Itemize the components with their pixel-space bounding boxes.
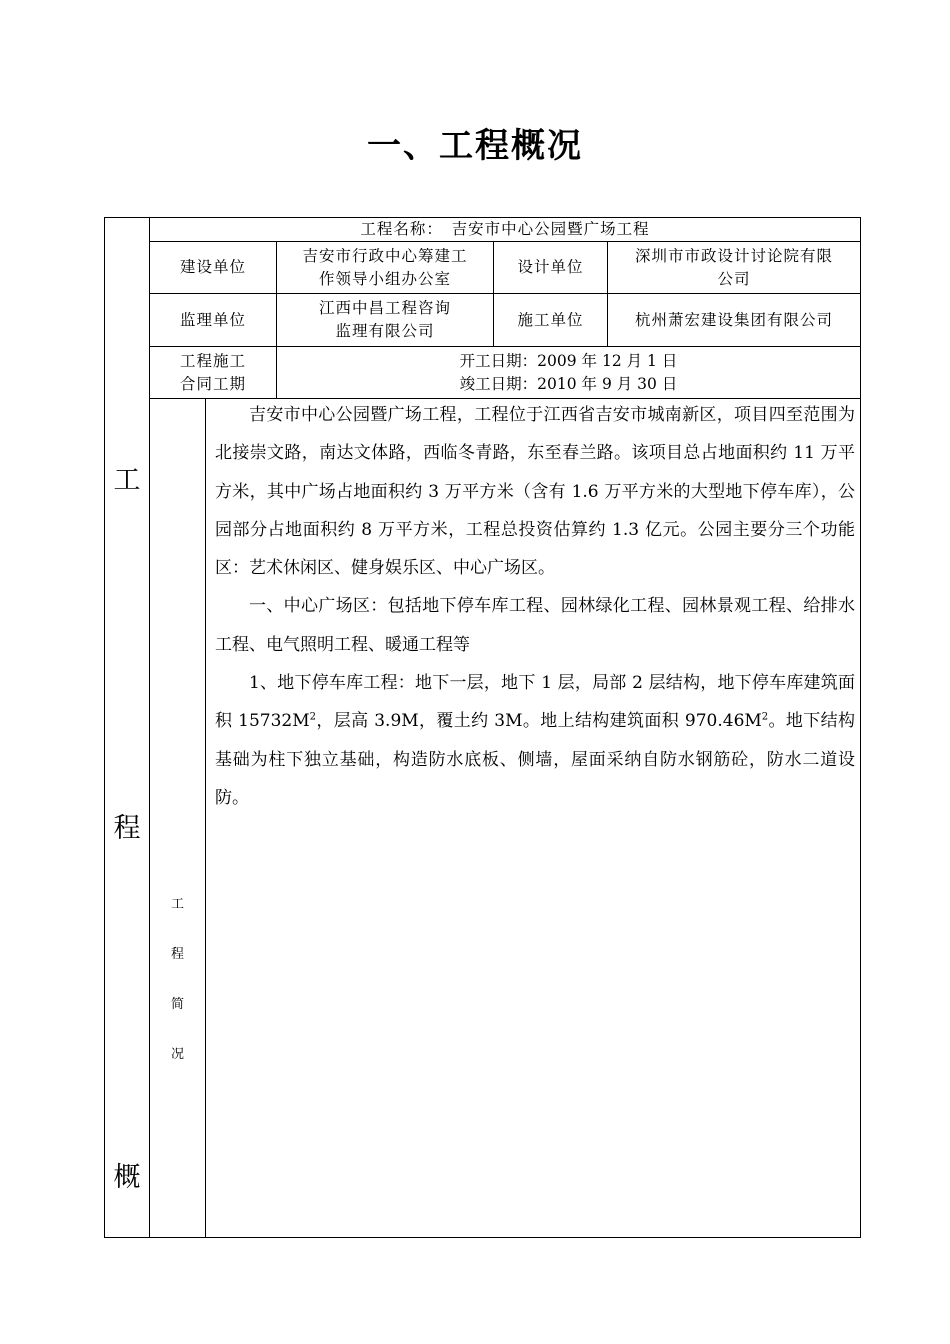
sub-char-4: 况 — [170, 1047, 184, 1062]
paragraph-3-part-a: 1、地下停车库工程：地下一层，地下 1 层，局部 2 层结构，地下停车库建筑面积 15732M — [215, 673, 855, 732]
project-name: 工程名称： 吉安市中心公园暨广场工程 — [360, 220, 650, 238]
side-char-2: 程 — [113, 813, 141, 844]
designer-label: 设计单位 — [517, 258, 584, 276]
designer-value-cell — [608, 242, 860, 293]
builder-value-line-2: 作领导小组办公室 — [318, 269, 451, 288]
builder-label-cell — [150, 242, 276, 293]
end-date: 竣工日期：2010 年 9 月 30 日 — [459, 374, 678, 393]
constructor-label: 施工单位 — [517, 310, 584, 329]
side-char-3: 概 — [113, 1162, 141, 1193]
overview-paragraph-2: 一、中心广场区：包括地下停车库工程、园林绿化工程、园林景观工程、给排水工程、电气照明工程、暖通工程等 — [215, 596, 855, 655]
supervisor-label-cell — [150, 294, 276, 346]
builder-value-cell — [277, 242, 493, 293]
sub-char-2: 程 — [170, 947, 184, 962]
sub-char-1: 工 — [170, 897, 184, 912]
builder-value-line-1: 吉安市行政中心筹建工 — [302, 246, 468, 265]
superscript-2: 2 — [761, 711, 769, 723]
period-label-cell — [150, 347, 276, 398]
period-label-line-2: 合同工期 — [179, 374, 246, 393]
supervisor-value-cell — [277, 294, 493, 346]
paragraph-3-part-b: ，层高 3.9M，覆土约 3M。地上结构建筑面积 970.46M — [316, 711, 762, 732]
project-overview-text — [215, 396, 855, 817]
designer-label-cell — [494, 242, 607, 293]
designer-value-line-2: 公司 — [717, 269, 751, 288]
supervisor-value-line-2: 监理有限公司 — [335, 322, 435, 340]
page-title: 一、工程概况 — [367, 126, 583, 166]
builder-label: 建设单位 — [179, 258, 246, 276]
start-date: 开工日期：2009 年 12 月 1 日 — [459, 351, 678, 370]
superscript-1: 2 — [309, 711, 316, 723]
constructor-label-cell — [494, 294, 607, 346]
sub-char-3: 简 — [170, 997, 184, 1012]
period-value-cell — [277, 347, 860, 398]
overview-paragraph-3 — [215, 664, 855, 817]
overview-paragraph-1: 吉安市中心公园暨广场工程，工程位于江西省吉安市城南新区，项目四至范围为北接崇文路，南达文体路，西临冬青路，东至春兰路。该项目总占地面积约 11 万平方米，其中广场占地面积约 3 万平方米（含有 1.6 万平方米的大型地下停车库），公园部分占地面积约 8 万平方米，工程总投资估算约 1.3 亿元。公园主要分三个功能区：艺术休闲区、健身娱乐区、中心广场区。 — [215, 405, 855, 579]
period-label-line-1: 工程施工 — [179, 351, 246, 370]
supervisor-label: 监理单位 — [179, 310, 246, 329]
constructor-value-cell — [608, 294, 860, 346]
supervisor-value-line-1: 江西中昌工程咨询 — [318, 299, 451, 317]
designer-value-line-1: 深圳市市政设计讨论院有限 — [634, 246, 833, 265]
constructor-value: 杭州萧宏建设集团有限公司 — [634, 310, 833, 329]
paragraph-3-part-c: 。地下结构基础为柱下独立基础，构造防水底板、侧墙，屋面采纳自防水钢筋砼，防水二道设防。 — [215, 711, 855, 808]
side-char-1: 工 — [113, 465, 141, 496]
project-name-cell — [150, 218, 860, 241]
